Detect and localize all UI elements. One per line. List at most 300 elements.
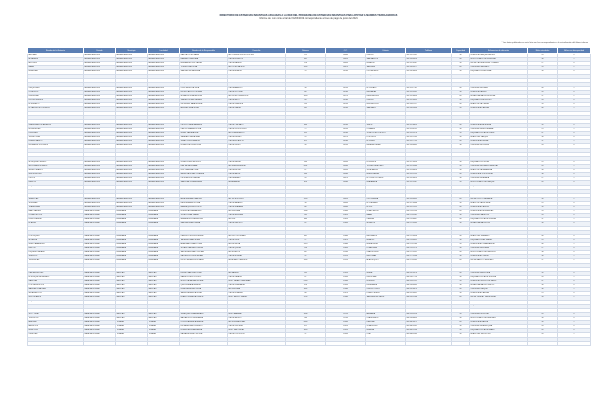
table-cell: 20220 xyxy=(326,115,366,119)
table-cell: CALLE DELANTE xyxy=(228,230,286,234)
table-cell: 56 xyxy=(528,321,558,325)
table-cell: 47 xyxy=(528,132,558,136)
table-cell: RÍOS CAMPOS VERÓNICA xyxy=(180,119,228,123)
table-cell: INDEPENDENCIA xyxy=(366,230,406,234)
table-cell: 646 178 4452 xyxy=(406,238,452,242)
table-cell: PRO HOGAR xyxy=(366,267,406,271)
table-cell: CÁRDENAS FRÍAS JUANA xyxy=(180,267,228,271)
table-cell: VILLA JARDÍN xyxy=(366,169,406,173)
table-cell: 30 xyxy=(452,160,470,164)
table-cell: 449 914 0035 xyxy=(406,197,452,201)
table-cell: 0 xyxy=(558,341,591,345)
table-cell: 0 xyxy=(558,99,591,103)
table-cell: ESQUINA CON REFORMA xyxy=(470,70,528,74)
table-cell: 29 xyxy=(528,300,558,304)
table-cell: 40 xyxy=(528,156,558,160)
table-cell: 449 915 1143 xyxy=(406,136,452,140)
table-cell: 30 xyxy=(452,193,470,197)
table-cell: 0 xyxy=(558,185,591,189)
table-cell: 20140 xyxy=(326,82,366,86)
table-cell: VALLE DORADO xyxy=(366,226,406,230)
table-cell: CAMPOS NAVARRO LILIA xyxy=(180,185,228,189)
table-cell: BAJA CALIFORNIA xyxy=(84,222,116,226)
table-cell: AV. ZARAGOZA xyxy=(228,304,286,308)
table-cell: 22880 xyxy=(326,243,366,247)
table-cell: 2051 xyxy=(286,164,326,168)
table-cell: ENTRE BANCO Y MERCADO xyxy=(470,259,528,263)
table-cell: FRENTE A LA IGLESIA xyxy=(470,140,528,144)
table-cell: 30 xyxy=(528,284,558,288)
table-cell: 30 xyxy=(452,222,470,226)
table-cell: EL DORADO xyxy=(366,86,406,90)
table-cell: CERCA DEL PARQUE xyxy=(470,288,528,292)
table-cell: LA SALUD xyxy=(366,62,406,66)
table-cell: 20070 xyxy=(326,66,366,70)
table-cell: LOS PINOS xyxy=(366,263,406,267)
table-cell: 0 xyxy=(558,119,591,123)
table-cell: AGUASCALIENTES xyxy=(148,140,180,144)
table-cell: 449 919 3302 xyxy=(406,90,452,94)
table-cell: 48 xyxy=(528,226,558,230)
table-cell: ENSENADA xyxy=(116,214,148,218)
table-cell: 20280 xyxy=(326,140,366,144)
table-cell: NIÑOS FELICES xyxy=(28,173,84,177)
table-cell: 50 xyxy=(452,329,470,333)
table-cell: MIRANDA SOLÍS ANGÉLICA xyxy=(180,218,228,222)
table-cell: 30 xyxy=(452,82,470,86)
table-cell: LAS ARBOLEDAS xyxy=(366,144,406,148)
table-cell: 1 xyxy=(558,74,591,78)
table-cell: TIJUANA xyxy=(116,333,148,337)
table-cell: 40 xyxy=(452,86,470,90)
table-cell: EL CONSTITUYENTE xyxy=(366,177,406,181)
table-cell: MEDINA SOTO ADRIANA xyxy=(180,115,228,119)
table-cell: BRINCOLÍN xyxy=(28,329,84,333)
table-cell: AGUASCALIENTES xyxy=(84,70,116,74)
table-cell: A UNA CUADRA DEL DIF xyxy=(470,222,528,226)
table-cell: 0 xyxy=(558,251,591,255)
table-cell: VELÁZQUEZ RIVAS AMPARO xyxy=(180,312,228,316)
table-cell: 25 xyxy=(528,292,558,296)
table-cell: AGUASCALIENTES xyxy=(148,197,180,201)
table-cell: MUNDO FELIZ xyxy=(28,341,84,345)
table-cell: 21060 xyxy=(326,288,366,292)
table-cell: LAS ABEJITAS xyxy=(28,148,84,152)
table-cell: 20270 xyxy=(326,136,366,140)
table-cell: CHIQUITINES xyxy=(28,86,84,90)
table-cell: 249 xyxy=(286,300,326,304)
table-cell: CERCA DEL MALECÓN xyxy=(470,214,528,218)
table-cell: BENÍTEZ OCHOA CECILIA xyxy=(180,226,228,230)
table-cell: AGUASCALIENTES xyxy=(116,185,148,189)
table-cell: 1912 xyxy=(286,226,326,230)
column-header: Nombre de la Responsable xyxy=(180,48,228,54)
table-cell: TIJUANA xyxy=(116,321,148,325)
table-cell: 40 xyxy=(452,271,470,275)
table-cell: 449 912 0987 xyxy=(406,62,452,66)
table-cell: 1 xyxy=(558,58,591,62)
table-cell: 20320 xyxy=(326,156,366,160)
table-cell: 686 554 3315 xyxy=(406,300,452,304)
table-cell: AV. PEDRO LOYOLA xyxy=(228,226,286,230)
table-cell: 71 xyxy=(286,127,326,131)
table-cell: 54 xyxy=(528,115,558,119)
table-cell: BAJA CALIFORNIA xyxy=(84,296,116,300)
table-cell: ENSENADA xyxy=(148,243,180,247)
table-cell: 2 xyxy=(558,148,591,152)
table-cell: 20230 xyxy=(326,119,366,123)
table-cell: 34 xyxy=(286,201,326,205)
table-cell: 30 xyxy=(452,300,470,304)
table-cell: CARRUSEL xyxy=(28,78,84,82)
table-cell: 0 xyxy=(558,206,591,210)
table-cell: EL JARDÍN DE LOS NIÑOS xyxy=(28,107,84,111)
table-cell: MEXICALI xyxy=(116,280,148,284)
table-cell: AGUASCALIENTES xyxy=(148,156,180,160)
table-cell: AV. AGUASCALIENTES NTE. xyxy=(228,78,286,82)
table-cell: 449 918 1127 xyxy=(406,103,452,107)
table-cell: PATITOS xyxy=(28,247,84,251)
table-cell: SOTO ALVARADO ROSALBA xyxy=(180,304,228,308)
table-cell: MEXICALI xyxy=(116,263,148,267)
table-cell: BLVD. LÁZARO CÁRDENAS xyxy=(228,280,286,284)
table-cell: ARCOIRIS xyxy=(28,62,84,66)
table-cell: FRENTE A LA COMANDANCIA xyxy=(470,243,528,247)
table-cell: 449 918 3391 xyxy=(406,185,452,189)
table-cell: 449 911 3386 xyxy=(406,164,452,168)
table-cell: MEXICALI xyxy=(148,312,180,316)
document-subtitle: Informe de: con corte al tal del 31/03/2019 correspondiente al mes de pago de junio del 2021 xyxy=(259,17,358,21)
table-cell: SAN PABLO xyxy=(366,107,406,111)
table-cell: 40 xyxy=(528,304,558,308)
table-cell: AV. INDEPENDENCIA xyxy=(228,164,286,168)
table-cell: FRENTE A LA CLÍNICA xyxy=(470,255,528,259)
table-cell: VÁZQUEZ ORTIZ CLAUDIA xyxy=(180,82,228,86)
table-cell: A UN COSTADO DEL TEMPLO xyxy=(470,119,528,123)
table-cell: 21070 xyxy=(326,292,366,296)
table-cell: CALZ. JUSTO SIERRA xyxy=(228,263,286,267)
table-cell: 640 xyxy=(286,123,326,127)
column-header: Colonia xyxy=(366,48,406,54)
table-cell: AV. INTERNACIONAL xyxy=(228,321,286,325)
table-cell: CAMPESTRE xyxy=(366,341,406,345)
table-cell: ESQUINA CON CALLE ÉBANO xyxy=(470,329,528,333)
table-cell: CALLE LOS OLIVOS xyxy=(228,333,286,337)
table-cell: PALACIOS NAVA HORTENSIA xyxy=(180,308,228,312)
table-cell: FRENTE A LA UNIVERSIDAD xyxy=(470,210,528,214)
table-cell: PÉREZ VARGAS ROCÍO xyxy=(180,156,228,160)
table-cell: CALLE NIETO xyxy=(228,99,286,103)
table-cell: 30 xyxy=(528,169,558,173)
table-cell: NIDO DE AMOR xyxy=(28,296,84,300)
table-cell: 45 xyxy=(286,177,326,181)
table-cell: MEXICALI xyxy=(116,317,148,321)
table-cell: 37 xyxy=(528,218,558,222)
table-cell: CERCA DEL TALLER xyxy=(470,193,528,197)
table-cell: BAHÍA xyxy=(366,214,406,218)
table-cell: FRENTE A LA GARITA xyxy=(470,321,528,325)
table-cell: CALLE GUERRERO xyxy=(228,82,286,86)
table-cell: ATRÁS DEL CENTRO DE SALUD xyxy=(470,82,528,86)
table-cell: RINCÓN INFANTIL xyxy=(28,308,84,312)
table-cell: CALLE 5 DE MAYO xyxy=(228,123,286,127)
column-header: C.P. xyxy=(326,48,366,54)
table-cell: LOS PINOS xyxy=(366,136,406,140)
table-cell: 1780 xyxy=(286,148,326,152)
table-cell: 20380 xyxy=(326,181,366,185)
table-cell: 45 xyxy=(528,164,558,168)
table-cell: BAJA CALIFORNIA xyxy=(84,292,116,296)
table-cell: FRENTE A LA CAPILLA xyxy=(470,206,528,210)
table-cell: AGUASCALIENTES xyxy=(148,181,180,185)
table-cell: A UN COSTADO DEL PANTEÓN xyxy=(470,251,528,255)
table-cell: FIGUEROA DURÁN MAYRA xyxy=(180,329,228,333)
table-cell: 20250 xyxy=(326,127,366,131)
table-cell: LAS FLORES xyxy=(366,193,406,197)
table-cell: 20000 xyxy=(326,54,366,58)
table-cell: BAJA CALIFORNIA xyxy=(84,280,116,284)
table-cell: 30 xyxy=(452,144,470,148)
table-cell: 22040 xyxy=(326,337,366,341)
table-cell: DULCES SUEÑOS xyxy=(28,99,84,103)
table-cell: 664 685 9902 xyxy=(406,325,452,329)
table-cell: EL PLATEADO xyxy=(366,201,406,205)
table-cell: 22050 xyxy=(326,341,366,345)
table-cell: 38 xyxy=(528,173,558,177)
table-cell: 26 xyxy=(528,275,558,279)
table-cell: EMPLEADOS xyxy=(366,234,406,238)
table-cell: AGUASCALIENTES xyxy=(116,82,148,86)
table-cell: REYES CASTILLO NORMA xyxy=(180,90,228,94)
table-cell: BAJA CALIFORNIA xyxy=(84,275,116,279)
table-cell: ENSENADA xyxy=(148,247,180,251)
table-cell: 0 xyxy=(558,300,591,304)
table-cell: LA CASA DE LOS NIÑOS xyxy=(28,144,84,148)
table-cell: 449 918 6605 xyxy=(406,144,452,148)
table-cell: 30 xyxy=(528,317,558,321)
table-cell: ESQUINA CON CALLE NOVENA xyxy=(470,218,528,222)
table-cell: AGUASCALIENTES xyxy=(116,103,148,107)
table-cell: 512 xyxy=(286,304,326,308)
table-cell: 2890 xyxy=(286,321,326,325)
table-cell: AGUASCALIENTES xyxy=(84,103,116,107)
table-cell: BAJA CALIFORNIA xyxy=(84,218,116,222)
table-cell: ENSENADA xyxy=(148,234,180,238)
table-cell: OJOCALIENTE xyxy=(366,70,406,74)
table-cell: AGUASCALIENTES xyxy=(148,119,180,123)
table-cell: 27 xyxy=(528,247,558,251)
table-cell: ILUSIONES xyxy=(28,132,84,136)
table-cell: DULCE HOGAR xyxy=(28,337,84,341)
table-cell: 449 917 6632 xyxy=(406,78,452,82)
table-cell: A LADO DE LA PANADERÍA xyxy=(470,169,528,173)
table-cell: AGUASCALIENTES xyxy=(116,115,148,119)
table-cell: 2 xyxy=(558,95,591,99)
table-cell: FRENTE A LA ESCUELA PRIMARIA xyxy=(470,74,528,78)
table-cell: 58 xyxy=(528,148,558,152)
table-cell: 36 xyxy=(528,74,558,78)
table-cell: 2 xyxy=(558,259,591,263)
table-cell: 449 915 8890 xyxy=(406,95,452,99)
table-cell: 50 xyxy=(452,226,470,230)
table-cell: AGUASCALIENTES xyxy=(148,99,180,103)
table-cell: 0 xyxy=(558,222,591,226)
table-cell: 22000 xyxy=(326,321,366,325)
table-cell: MEXICALI xyxy=(148,263,180,267)
table-cell: CALLE SINALOA xyxy=(228,300,286,304)
table-cell: AGUASCALIENTES xyxy=(148,123,180,127)
table-cell: 686 551 0031 xyxy=(406,292,452,296)
table-cell: ESTRELLITAS xyxy=(28,111,84,115)
table-cell: ACUARELA xyxy=(28,58,84,62)
table-cell: 27 xyxy=(528,62,558,66)
table-cell: SEMILLITAS xyxy=(28,197,84,201)
table-cell: MEXICALI xyxy=(148,288,180,292)
table-cell: 40 xyxy=(452,103,470,107)
table-cell: CALLE ENCINO xyxy=(228,169,286,173)
table-cell: AV. DEL TOPÓGRAFO xyxy=(228,234,286,238)
table-cell: 96 xyxy=(286,144,326,148)
table-cell: 36 xyxy=(528,189,558,193)
table-cell: JUGUETONES xyxy=(28,136,84,140)
table-cell: 57 xyxy=(286,333,326,337)
table-cell: 60 xyxy=(452,296,470,300)
table-cell: MEXICALI xyxy=(116,312,148,316)
table-cell: VÉRTIZ xyxy=(366,123,406,127)
table-cell: RUIZ CABRERA OLGA xyxy=(180,169,228,173)
table-cell: TIJUANA xyxy=(148,337,180,341)
table-cell: ABC BABY xyxy=(28,54,84,58)
table-cell: TORRES DÍAZ ROSA xyxy=(180,66,228,70)
table-cell: MEXICALI xyxy=(148,304,180,308)
document-title: DIRECTORIO DE ESTANCIAS INFANTILES AFILIADAS A LA RED DEL PROGRAMA DE ESTANCIAS INFANTILES PARA APOYAR A MADRES TRABAJADORAS xyxy=(219,14,398,17)
table-cell: ENSENADA xyxy=(148,251,180,255)
table-cell: AGUASCALIENTES xyxy=(148,160,180,164)
table-cell: CERCA DEL ESTADIO xyxy=(470,341,528,345)
table-cell: A LADO DE LA IGLESIA xyxy=(470,300,528,304)
table-cell: MEXICALI xyxy=(116,296,148,300)
table-cell: 1 xyxy=(558,140,591,144)
table-cell: 40 xyxy=(452,288,470,292)
table-cell: CERCA DE LA PARROQUIA xyxy=(470,325,528,329)
table-cell: 92 xyxy=(286,255,326,259)
table-cell: MIS ANGELITOS xyxy=(28,292,84,296)
table-cell: 449 913 7781 xyxy=(406,86,452,90)
table-cell: AGUASCALIENTES xyxy=(116,136,148,140)
table-cell: CENTRO xyxy=(366,54,406,58)
table-cell: ARIAS MALDONADO LIDIA xyxy=(180,243,228,247)
table-cell: 449 916 9034 xyxy=(406,107,452,111)
table-cell: 2 xyxy=(558,197,591,201)
table-cell: CAMPANITA xyxy=(28,74,84,78)
table-cell: 30 xyxy=(528,185,558,189)
table-cell: 449 917 3340 xyxy=(406,119,452,123)
table-cell: AGUASCALIENTES xyxy=(84,173,116,177)
table-cell: 28 xyxy=(528,99,558,103)
table-cell: ENSENADA xyxy=(148,226,180,230)
column-header: Número xyxy=(286,48,326,54)
table-cell: OJO DE AGUA xyxy=(366,197,406,201)
table-cell: 1 xyxy=(558,210,591,214)
table-cell: 646 172 9931 xyxy=(406,251,452,255)
table-cell: 686 552 3370 xyxy=(406,271,452,275)
table-cell: 30 xyxy=(452,90,470,94)
table-cell: 890 xyxy=(286,78,326,82)
table-cell: TIJUANA xyxy=(116,325,148,329)
table-cell: MEXICALI xyxy=(116,275,148,279)
table-cell: 30 xyxy=(452,247,470,251)
table-cell: ESQUINA CON CIPRÉS xyxy=(470,160,528,164)
table-cell: AGUASCALIENTES xyxy=(116,177,148,181)
table-cell: 1092 xyxy=(286,288,326,292)
table-cell: CRUZ MENDOZA JULIA xyxy=(180,86,228,90)
table-cell: FRENTE AL KÍNDER xyxy=(470,156,528,160)
table-cell: CERCA DE LA PARADA xyxy=(470,177,528,181)
table-cell: ENTRE CALLE ALLENDE Y JUÁREZ xyxy=(470,62,528,66)
table-cell: 1540 xyxy=(286,210,326,214)
table-cell: TIJUANA xyxy=(116,337,148,341)
table-cell: 0 xyxy=(558,312,591,316)
table-cell: BAJA CALIFORNIA xyxy=(84,304,116,308)
table-cell: NUEVA xyxy=(366,271,406,275)
table-cell: CALLE NARANJO xyxy=(228,201,286,205)
table-cell: 79 xyxy=(286,189,326,193)
table-cell: 664 686 1128 xyxy=(406,341,452,345)
table-cell: HERRERA BRAVO MARTHA xyxy=(180,148,228,152)
table-cell: 30 xyxy=(452,177,470,181)
table-cell: MEXICALI xyxy=(148,275,180,279)
table-cell: MONTOYA SALINAS IVONNE xyxy=(180,280,228,284)
table-cell: CALLE CASTILLO xyxy=(228,222,286,226)
table-cell: CARRILLO MONTES DENISE xyxy=(180,234,228,238)
table-cell: 60 xyxy=(452,66,470,70)
table-cell: 38 xyxy=(528,251,558,255)
table-cell: AGUASCALIENTES xyxy=(84,58,116,62)
table-cell: 0 xyxy=(558,103,591,107)
table-cell: ENSENADA xyxy=(116,251,148,255)
table-cell: ENSENADA xyxy=(148,238,180,242)
table-cell: 449 910 9968 xyxy=(406,193,452,197)
table-cell: FOVISSSTE xyxy=(366,160,406,164)
table-cell: EL SOL xyxy=(366,206,406,210)
table-cell: FRENTE A LA CANCHA xyxy=(470,107,528,111)
table-cell: AGUASCALIENTES xyxy=(116,156,148,160)
table-cell: AGUASCALIENTES xyxy=(116,132,148,136)
table-cell: 0 xyxy=(558,70,591,74)
table-cell: CERCA DEL MERCADO xyxy=(470,66,528,70)
table-cell: 50 xyxy=(452,132,470,136)
table-cell: ENSENADA xyxy=(116,222,148,226)
table-cell: DIVERTILANDIA xyxy=(28,218,84,222)
table-cell: 2 xyxy=(558,296,591,300)
table-cell: 60 xyxy=(452,115,470,119)
table-cell: ESTRADA LIRA CONSUELO xyxy=(180,325,228,329)
table-cell: CALLE NOGAL xyxy=(228,152,286,156)
table-cell: 449 911 5546 xyxy=(406,82,452,86)
table-cell: CALLE TERCERA xyxy=(228,325,286,329)
table-cell: 0 xyxy=(558,226,591,230)
table-cell: BAJA CALIFORNIA xyxy=(84,300,116,304)
table-cell: 20120 xyxy=(326,74,366,78)
table-cell: VALDEZ ARELLANO CINTHIA xyxy=(180,251,228,255)
table-cell: 235 xyxy=(286,271,326,275)
table-cell: A LADO DEL DEPORTIVO xyxy=(470,333,528,337)
table-cell: AGUASCALIENTES xyxy=(148,152,180,156)
table-cell: EL BOSQUE ENCANTADO xyxy=(28,275,84,279)
table-cell: 30 xyxy=(452,333,470,337)
table-cell: AV. CONVENCIÓN DE 1914 SUR xyxy=(228,54,286,58)
table-cell: 0 xyxy=(558,144,591,148)
